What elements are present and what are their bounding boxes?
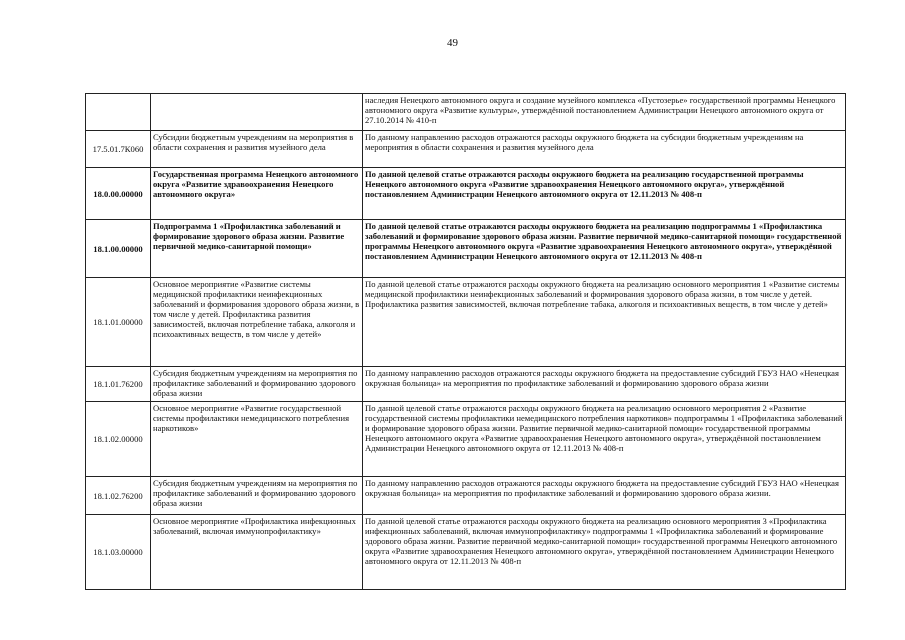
table-row — [86, 477, 846, 515]
row-name: Субсидия бюджетным учреждениям на мероприятия по профилактике заболеваний и формированию здорового образа жизни — [151, 367, 363, 402]
row-code: 18.1.03.00000 — [86, 515, 151, 590]
row-name — [151, 94, 363, 131]
row-code: 17.5.01.7К060 — [86, 131, 151, 168]
table-row — [86, 220, 846, 278]
row-description: По данной целевой статье отражаются расходы окружного бюджета на реализацию основного мероприятия 1 «Развитие системы медицинской профилактики неинфекционных заболеваний и формирования здорового образа жизни, в том числе у детей. Профилактика развития зависимостей, включая потребление табака, алкоголя и психоактивных веществ, в том числе у детей» — [363, 278, 846, 367]
table-row — [86, 94, 846, 131]
row-description: По данной целевой статье отражаются расходы окружного бюджета на реализацию государственной программы Ненецкого автономного округа «Развитие здравоохранения Ненецкого автономного округа», утверждённой постановлением Администрации Ненецкого автономного округа от 12.11.2013 № 408-п — [363, 168, 846, 220]
row-description: По данному направлению расходов отражаются расходы окружного бюджета на предоставление субсидий ГБУЗ НАО «Ненецкая окружная больница» на мероприятия по профилактике заболеваний и формированию здорового образа жизни — [363, 367, 846, 402]
row-description: По данной целевой статье отражаются расходы окружного бюджета на реализацию основного мероприятия 2 «Развитие государственной системы профилактики немедицинского потребления наркотиков» подпрограммы 1 «Профилактика заболеваний и формирование здорового образа жизни. Развитие первичной медико-санитарной помощи» государственной программы Ненецкого автономного округа «Развитие здравоохранения Ненецкого автономного округа», утверждённой постановлением Администрации Ненецкого автономного округа от 12.11.2013 № 408-п — [363, 402, 846, 477]
table-row — [86, 278, 846, 367]
table-row — [86, 515, 846, 590]
row-name: Государственная программа Ненецкого автономного округа «Развитие здравоохранения Ненецкого автономного округа» — [151, 168, 363, 220]
row-description: По данной целевой статье отражаются расходы окружного бюджета на реализацию основного мероприятия 3 «Профилактика инфекционных заболеваний, включая иммунопрофилактику» подпрограммы 1 «Профилактика заболеваний и формирование здорового образа жизни. Развитие первичной медико-санитарной помощи» государственной программы Ненецкого автономного округа «Развитие здравоохранения Ненецкого автономного округа», утверждённой постановлением Администрации Ненецкого автономного округа от 12.11.2013 № 408-п — [363, 515, 846, 590]
table-row — [86, 367, 846, 402]
row-code: 18.1.01.00000 — [86, 278, 151, 367]
row-code: 18.1.00.00000 — [86, 220, 151, 278]
row-description: По данной целевой статье отражаются расходы окружного бюджета на реализацию подпрограммы 1 «Профилактика заболеваний и формирование здорового образа жизни. Развитие первичной медико-санитарной помощи» государственной программы Ненецкого автономного округа «Развитие здравоохранения Ненецкого автономного округа», утверждённой постановлением Администрации Ненецкого автономного округа от 12.11.2013 № 408-п — [363, 220, 846, 278]
row-code — [86, 94, 151, 131]
row-code: 18.1.02.00000 — [86, 402, 151, 477]
row-description: По данному направлению расходов отражаются расходы окружного бюджета на субсидии бюджетным учреждениям на мероприятия в области сохранения и развития музейного дела — [363, 131, 846, 168]
row-name: Основное мероприятие «Профилактика инфекционных заболеваний, включая иммунопрофилактику» — [151, 515, 363, 590]
row-code: 18.0.00.00000 — [86, 168, 151, 220]
row-name: Основное мероприятие «Развитие системы медицинской профилактики неинфекционных заболеваний и формирования здорового образа жизни, в том числе у детей. Профилактика развития зависимостей, включая потребление табака, алкоголя и психоактивных веществ, в том числе у детей» — [151, 278, 363, 367]
budget-classification-table — [85, 93, 846, 590]
row-name: Подпрограмма 1 «Профилактика заболеваний и формирование здорового образа жизни. Развитие первичной медико-санитарной помощи» — [151, 220, 363, 278]
table-row — [86, 131, 846, 168]
row-name: Субсидии бюджетным учреждениям на мероприятия в области сохранения и развития музейного дела — [151, 131, 363, 168]
row-name: Субсидия бюджетным учреждениям на мероприятия по профилактике заболеваний и формированию здорового образа жизни — [151, 477, 363, 515]
row-description: наследия Ненецкого автономного округа и создание музейного комплекса «Пустозерье» государственной программы Ненецкого автономного округа «Развитие культуры», утверждённой постановлением Администрации Ненецкого автономного округа от 27.10.2014 № 410-п — [363, 94, 846, 131]
row-code: 18.1.01.76200 — [86, 367, 151, 402]
table-row — [86, 168, 846, 220]
row-name: Основное мероприятие «Развитие государственной системы профилактики немедицинского потребления наркотиков» — [151, 402, 363, 477]
row-description: По данному направлению расходов отражаются расходы окружного бюджета на предоставление субсидий ГБУЗ НАО «Ненецкая окружная больница» на мероприятия по профилактике заболеваний и формированию здорового образа жизни. — [363, 477, 846, 515]
row-code: 18.1.02.76200 — [86, 477, 151, 515]
table-row — [86, 402, 846, 477]
page-number: 49 — [447, 37, 458, 49]
